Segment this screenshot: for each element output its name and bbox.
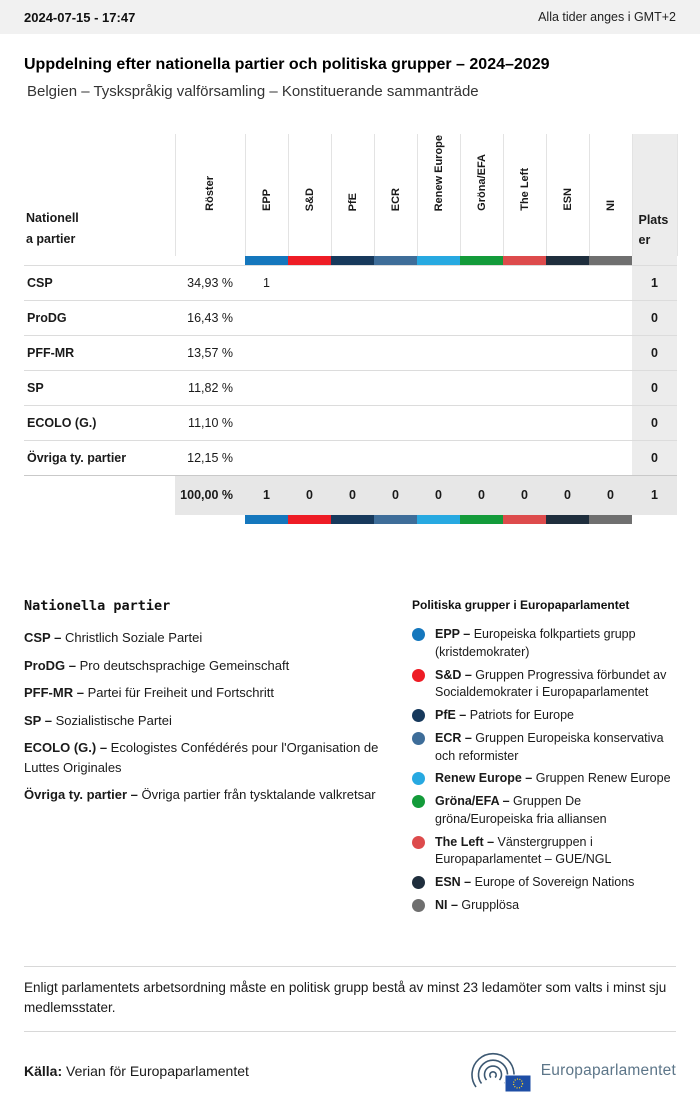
group-description: Gruppen De gröna/Europeiska fria alliansen: [435, 794, 607, 826]
political-groups-legend: [412, 598, 676, 920]
national-parties-legend: [24, 598, 388, 920]
group-seat-cell: [460, 300, 503, 335]
group-seat-cell: [331, 370, 374, 405]
party-legend-item: [24, 628, 388, 648]
group-seat-cell: [589, 405, 632, 440]
seats-cell: 1: [632, 265, 677, 300]
party-name: Övriga ty. partier: [24, 440, 175, 475]
europaparlamentet-logo-icon: [469, 1048, 533, 1094]
seats-cell: 0: [632, 405, 677, 440]
europaparlamentet-logo: [469, 1048, 676, 1094]
group-legend-item: [412, 770, 676, 788]
group-seat-cell: [546, 405, 589, 440]
source-line: [24, 1063, 249, 1079]
source-text: Verian för Europaparlamentet: [66, 1063, 249, 1079]
group-abbr: S&D –: [435, 667, 476, 682]
group-seat-cell: [417, 300, 460, 335]
seats-cell: 0: [632, 335, 677, 370]
table-row: [24, 265, 677, 300]
group-seat-cell: [245, 440, 288, 475]
page-title: Uppdelning efter nationella partier och politiska grupper – 2024–2029: [24, 56, 550, 73]
party-legend-item: [24, 738, 388, 777]
group-seat-cell: [374, 405, 417, 440]
group-color-bar: [331, 515, 374, 524]
party-abbr: CSP –: [24, 630, 65, 645]
group-seat-cell: [374, 335, 417, 370]
group-seat-cell: [589, 265, 632, 300]
table-header-row: [24, 134, 677, 256]
group-legend-text: [435, 874, 634, 892]
votes-cell: 13,57 %: [175, 335, 245, 370]
group-column-header: [288, 134, 331, 256]
group-seat-cell: [331, 335, 374, 370]
group-seat-cell: [589, 370, 632, 405]
group-seat-cell: [503, 265, 546, 300]
party-name: ProDG: [24, 300, 175, 335]
group-color-bar: [417, 515, 460, 524]
total-label-cell: [24, 475, 175, 515]
group-color-bar: [546, 515, 589, 524]
group-header-label: ECR: [389, 187, 402, 211]
group-color-bar: [503, 256, 546, 265]
group-seat-cell: [331, 300, 374, 335]
group-header-label: The Left: [518, 168, 531, 211]
logo-wordmark: Europaparlamentet: [540, 1062, 676, 1079]
table-row: [24, 300, 677, 335]
group-color-dot: [412, 628, 425, 641]
group-color-bar: [245, 515, 288, 524]
party-abbr: SP –: [24, 712, 56, 728]
group-description: Gruppen Europeiska konservativa och reformister: [435, 730, 664, 763]
party-abbr: PFF-MR –: [24, 685, 88, 700]
votes-cell: 11,82 %: [175, 370, 245, 405]
votes-header-label: Röster: [204, 176, 216, 211]
group-legend-item: [412, 834, 676, 870]
total-group-cell: 0: [460, 475, 503, 515]
group-legend-text: [435, 626, 676, 662]
party-name: CSP: [24, 265, 175, 300]
seats-cell: 0: [632, 440, 677, 475]
results-table: [24, 134, 678, 524]
group-abbr: ECR –: [435, 730, 476, 745]
group-color-bar: [374, 515, 417, 524]
group-legend-item: [412, 793, 676, 829]
group-seat-cell: [503, 440, 546, 475]
party-abbr: ECOLO (G.) –: [24, 740, 111, 755]
color-bar-end: [632, 515, 677, 524]
group-color-bar: [288, 256, 331, 265]
total-group-cell: 0: [546, 475, 589, 515]
group-header-label: PfE: [346, 192, 359, 211]
group-seat-cell: [288, 300, 331, 335]
group-seat-cell: [245, 335, 288, 370]
group-abbr: The Left –: [435, 834, 498, 849]
group-color-dot: [412, 709, 425, 722]
party-column-header: [24, 134, 175, 256]
party-description: Ecologistes Confédérés pour l'Organisation de Luttes Originales: [24, 740, 379, 775]
party-description: Christlich Soziale Partei: [64, 630, 203, 645]
group-color-dot: [412, 669, 425, 682]
group-description: Europe of Sovereign Nations: [474, 875, 635, 889]
seats-column-fill: [632, 256, 677, 265]
group-column-header: [460, 134, 503, 256]
group-legend-text: [435, 793, 676, 829]
group-seat-cell: 1: [245, 265, 288, 300]
seats-cell: 0: [632, 370, 677, 405]
group-seat-cell: [417, 405, 460, 440]
group-description: Europeiska folkpartiets grupp (kristdemokrater): [435, 627, 636, 659]
party-legend-item: [24, 656, 388, 676]
group-column-header: [374, 134, 417, 256]
party-name: SP: [24, 370, 175, 405]
group-seat-cell: [503, 300, 546, 335]
total-group-cell: 0: [374, 475, 417, 515]
total-group-cell: 0: [417, 475, 460, 515]
group-color-bar: [374, 256, 417, 265]
table-row: [24, 440, 677, 475]
group-column-header: [589, 134, 632, 256]
group-color-dot: [412, 772, 425, 785]
party-name: ECOLO (G.): [24, 405, 175, 440]
group-color-bar: [546, 256, 589, 265]
group-legend-text: [435, 897, 519, 915]
group-color-bar: [288, 515, 331, 524]
votes-cell: 11,10 %: [175, 405, 245, 440]
total-group-cell: 0: [288, 475, 331, 515]
page-footer: [24, 1048, 676, 1112]
group-seat-cell: [460, 405, 503, 440]
group-seat-cell: [331, 265, 374, 300]
group-color-dot: [412, 876, 425, 889]
seats-column-header: Platser: [632, 134, 677, 256]
party-description: Sozialistische Partei: [55, 712, 172, 728]
party-description: Pro deutschsprachige Gemeinschaft: [79, 657, 290, 673]
total-group-cell: 0: [589, 475, 632, 515]
group-seat-cell: [417, 265, 460, 300]
table-row: [24, 335, 677, 370]
topbar: [0, 0, 700, 34]
timezone-note: Alla tider anges i GMT+2: [538, 10, 676, 24]
group-color-dot: [412, 836, 425, 849]
party-header-line1: Nationell: [26, 210, 79, 225]
group-legend-text: [435, 770, 671, 788]
footnote: Enligt parlamentets arbetsordning måste en politisk grupp bestå av minst 23 ledamöter som valts i minst sju medlemsstater.: [24, 979, 667, 1015]
group-header-label: Gröna/EFA: [475, 154, 488, 211]
group-seat-cell: [460, 370, 503, 405]
votes-cell: 16,43 %: [175, 300, 245, 335]
group-column-header: [417, 134, 460, 256]
group-color-bar: [503, 515, 546, 524]
group-header-label: S&D: [303, 187, 316, 211]
party-legend-item: [24, 683, 388, 703]
group-description: Grupplösa: [461, 897, 520, 912]
party-legend-item: [24, 711, 388, 731]
group-seat-cell: [460, 265, 503, 300]
color-bar-row-top: [24, 256, 677, 265]
group-abbr: ESN –: [435, 875, 475, 889]
group-seat-cell: [546, 335, 589, 370]
table-row: [24, 405, 677, 440]
color-bar-spacer: [24, 515, 245, 524]
table-footer: [24, 475, 677, 524]
group-column-header: [503, 134, 546, 256]
party-name: PFF-MR: [24, 335, 175, 370]
group-color-dot: [412, 732, 425, 745]
total-seats: 1: [632, 475, 677, 515]
main-content: [0, 56, 700, 1112]
group-legend-item: [412, 667, 676, 703]
group-column-header: [546, 134, 589, 256]
group-seat-cell: [374, 265, 417, 300]
group-seat-cell: [417, 440, 460, 475]
group-abbr: Renew Europe –: [435, 771, 536, 786]
group-abbr: Gröna/EFA –: [435, 794, 514, 808]
group-legend-text: [435, 667, 676, 703]
group-seat-cell: [288, 405, 331, 440]
group-seat-cell: [503, 335, 546, 370]
total-group-cell: 1: [245, 475, 288, 515]
group-seat-cell: [589, 440, 632, 475]
group-seat-cell: [288, 440, 331, 475]
group-seat-cell: [417, 370, 460, 405]
group-seat-cell: [417, 335, 460, 370]
group-color-bar: [589, 256, 632, 265]
total-group-cell: 0: [331, 475, 374, 515]
legends-section: [24, 598, 676, 920]
group-description: Gruppen Progressiva förbundet av Socialdemokrater i Europaparlamentet: [435, 667, 667, 700]
group-seat-cell: [245, 300, 288, 335]
party-legend-item: [24, 785, 388, 805]
group-color-bar: [460, 256, 503, 265]
party-abbr: Övriga ty. partier –: [24, 787, 142, 802]
group-color-dot: [412, 795, 425, 808]
group-legend-item: [412, 730, 676, 766]
group-color-bar: [331, 256, 374, 265]
group-seat-cell: [503, 370, 546, 405]
group-seat-cell: [245, 405, 288, 440]
group-seat-cell: [546, 370, 589, 405]
group-seat-cell: [288, 370, 331, 405]
group-header-label: ESN: [561, 188, 574, 211]
group-seat-cell: [374, 440, 417, 475]
group-abbr: EPP –: [435, 627, 474, 641]
party-description: Partei für Freiheit und Fortschritt: [87, 685, 274, 700]
group-seat-cell: [460, 440, 503, 475]
total-votes: 100,00 %: [175, 475, 245, 515]
source-label: Källa:: [24, 1063, 63, 1079]
group-seat-cell: [503, 405, 546, 440]
divider: [24, 1031, 676, 1032]
group-seat-cell: [374, 370, 417, 405]
group-seat-cell: [245, 370, 288, 405]
color-bar-spacer: [24, 256, 245, 265]
group-seat-cell: [374, 300, 417, 335]
group-seat-cell: [288, 265, 331, 300]
party-header-line2: a partier: [26, 231, 76, 246]
group-column-header: [245, 134, 288, 256]
total-row: [24, 475, 677, 515]
group-seat-cell: [546, 300, 589, 335]
group-color-dot: [412, 899, 425, 912]
group-legend-text: [435, 834, 676, 870]
table-row: [24, 370, 677, 405]
color-bar-row-bottom: [24, 515, 677, 524]
group-legend-item: [412, 897, 676, 915]
votes-cell: 34,93 %: [175, 265, 245, 300]
report-datetime: 2024-07-15 - 17:47: [24, 9, 136, 25]
group-seat-cell: [589, 335, 632, 370]
group-color-bar: [460, 515, 503, 524]
page-subtitle: Belgien – Tyskspråkig valförsamling – Konstituerande sammanträde: [27, 83, 479, 100]
seats-cell: 0: [632, 300, 677, 335]
group-legend-text: [435, 707, 574, 725]
parties-legend-title: Nationella partier: [24, 598, 171, 614]
group-legend-item: [412, 707, 676, 725]
group-description: Vänstergruppen i Europaparlamentet – GUE/NGL: [435, 834, 612, 867]
group-abbr: PfE –: [435, 708, 470, 722]
group-header-label: Renew Europe: [432, 134, 445, 211]
group-header-label: NI: [604, 200, 617, 211]
groups-legend-list: [412, 626, 676, 915]
group-color-bar: [589, 515, 632, 524]
group-legend-item: [412, 626, 676, 662]
party-abbr: ProDG –: [24, 657, 80, 673]
group-description: Patriots for Europe: [469, 708, 574, 722]
votes-column-header: [175, 134, 245, 256]
group-abbr: NI –: [435, 897, 462, 912]
group-seat-cell: [288, 335, 331, 370]
group-description: Gruppen Renew Europe: [535, 771, 671, 786]
group-column-header: [331, 134, 374, 256]
votes-cell: 12,15 %: [175, 440, 245, 475]
group-seat-cell: [589, 300, 632, 335]
group-seat-cell: [546, 265, 589, 300]
group-color-bar: [417, 256, 460, 265]
group-color-bar: [245, 256, 288, 265]
groups-legend-title: Politiska grupper i Europaparlamentet: [412, 598, 630, 612]
group-seat-cell: [460, 335, 503, 370]
group-seat-cell: [331, 405, 374, 440]
group-seat-cell: [546, 440, 589, 475]
parties-legend-list: [24, 628, 388, 805]
group-seat-cell: [331, 440, 374, 475]
group-legend-text: [435, 730, 676, 766]
table-body: [24, 265, 677, 475]
group-header-label: EPP: [260, 188, 273, 211]
party-description: Övriga partier från tysktalande valkretsar: [141, 787, 376, 802]
group-legend-item: [412, 874, 676, 892]
total-group-cell: 0: [503, 475, 546, 515]
